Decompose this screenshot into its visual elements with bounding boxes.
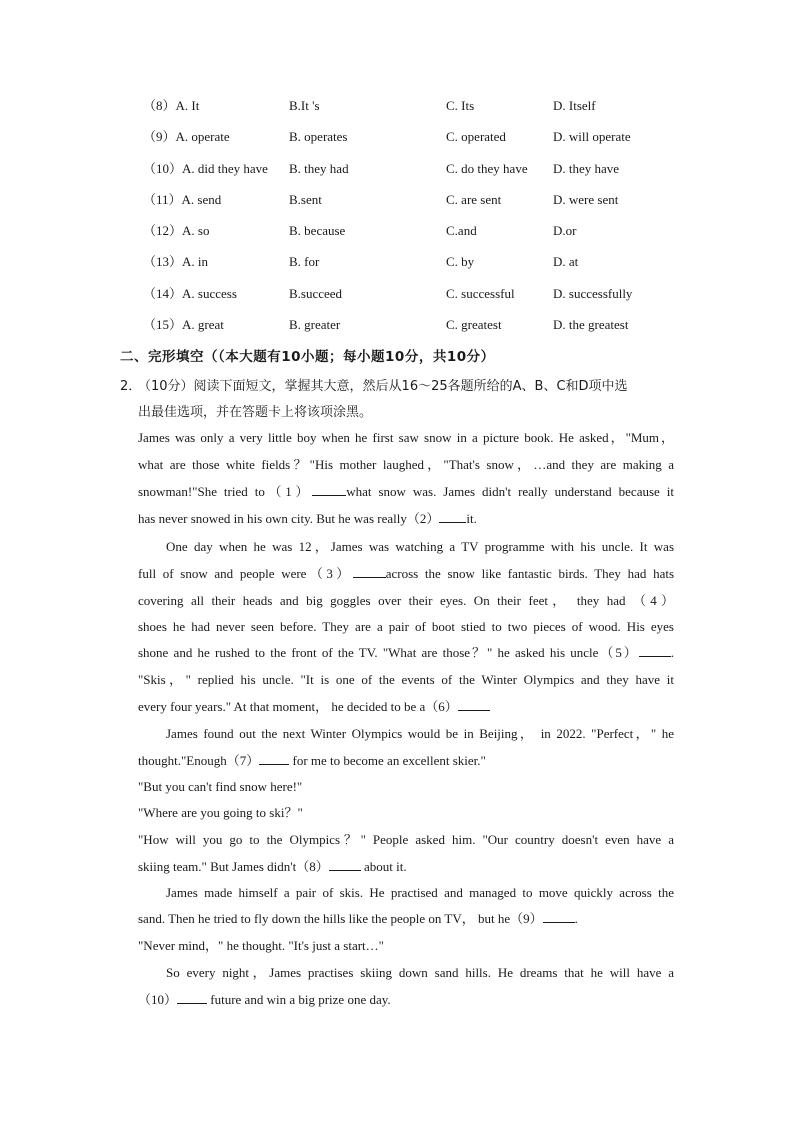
option-b: B.It 's <box>289 98 320 113</box>
option-a: （14）A. success <box>143 286 237 301</box>
passage-line <box>138 990 674 1010</box>
passage-line: shoes he had never seen before. They are a pair of boot stied to two pieces of wood. His eyes <box>138 619 674 634</box>
option-a: （15）A. great <box>143 317 224 332</box>
option-c: C.and <box>446 223 477 238</box>
passage-line: James found out the next Winter Olympics would be in Beijing， in 2022. "Perfect，" he <box>166 726 674 741</box>
option-d: D. were sent <box>553 192 619 207</box>
option-c: C. by <box>446 254 475 269</box>
text: . <box>574 911 578 926</box>
passage-line <box>138 643 674 663</box>
text: full of snow and people were（3） <box>138 566 353 581</box>
passage-line <box>138 909 674 929</box>
text: about it. <box>360 859 407 874</box>
option-d: D. at <box>553 254 579 269</box>
option-c: C. greatest <box>446 317 502 332</box>
option-a: （13）A. in <box>143 254 209 269</box>
option-row <box>0 190 794 210</box>
passage-line: what are those white fields？"His mother laughed，"That's snow，…and they are making a <box>138 457 674 472</box>
blank-3[interactable] <box>353 565 386 578</box>
passage-line: covering all their heads and big goggles over their eyes. On their feet， they had （4） <box>138 593 674 608</box>
passage-line: "Never mind，" he thought. "It's just a start…" <box>138 938 384 953</box>
instruction-line: 出最佳选项，并在答题卡上将该项涂黑。 <box>138 405 373 420</box>
option-a: （9）A. operate <box>143 129 230 144</box>
passage-line: "Where are you going to ski？" <box>138 805 303 820</box>
option-row <box>0 127 794 147</box>
option-row <box>0 96 794 116</box>
passage-line: One day when he was 12，James was watching a TV programme with his uncle. It was <box>166 539 674 554</box>
text: shone and he rushed to the front of the TV. "What are those？" he asked his uncle（5） <box>138 645 639 660</box>
passage-line: So every night，James practises skiing down sand hills. He dreams that he will have a <box>166 965 674 980</box>
passage-line <box>138 857 674 877</box>
blank-10[interactable] <box>177 991 207 1004</box>
option-c: C. Its <box>446 98 475 113</box>
option-c: C. do they have <box>446 161 528 176</box>
text: thought."Enough（7） <box>138 753 260 768</box>
option-a: （11）A. send <box>143 192 222 207</box>
passage-line: "But you can't find snow here!" <box>138 779 303 794</box>
text: has never snowed in his own city. But he was really（2） <box>138 511 440 526</box>
text: it. <box>466 511 477 526</box>
blank-2[interactable] <box>439 510 466 523</box>
option-d: D. they have <box>553 161 620 176</box>
text: every four years." At that moment， he decided to be a（6） <box>138 699 458 714</box>
question-number: 2． <box>120 379 142 394</box>
passage-line: James was only a very little boy when he first saw snow in a picture book. He asked，"Mum， <box>138 430 674 445</box>
option-row <box>0 221 794 241</box>
option-c: C. operated <box>446 129 506 144</box>
passage-line: James made himself a pair of skis. He practised and managed to move quickly across the <box>166 885 674 900</box>
text: skiing team." But James didn't（8） <box>138 859 329 874</box>
passage-line <box>138 509 674 529</box>
option-d: D.or <box>553 223 577 238</box>
passage-line: "Skis，" replied his uncle. "It is one of the events of the Winter Olympics and they have it <box>138 672 674 687</box>
question-instruction <box>120 374 680 426</box>
option-b: B. for <box>289 254 320 269</box>
option-a: （8）A. It <box>143 98 200 113</box>
text: （10） <box>138 992 178 1007</box>
blank-5[interactable] <box>639 644 671 657</box>
text: what snow was. James didn't really understand because it <box>346 484 674 499</box>
text: snowman!"She tried to（1） <box>138 484 313 499</box>
text: . <box>670 645 674 660</box>
text: for me to become an excellent skier." <box>289 753 486 768</box>
option-d: D. Itself <box>553 98 596 113</box>
passage-line <box>138 697 674 717</box>
option-a: （12）A. so <box>143 223 210 238</box>
option-b: B. greater <box>289 317 341 332</box>
section-title: 二、完形填空（（本大题有10小题；每小题10分，共10分） <box>120 349 495 365</box>
blank-1[interactable] <box>312 483 346 496</box>
option-d: D. will operate <box>553 129 631 144</box>
passage-line: "How will you go to the Olympics？" People asked him. "Our country doesn't even have a <box>138 832 674 847</box>
option-b: B. operates <box>289 129 348 144</box>
passage-line <box>138 482 674 502</box>
passage-line <box>138 564 674 584</box>
option-d: D. successfully <box>553 286 633 301</box>
option-b: B. because <box>289 223 346 238</box>
option-row <box>0 284 794 304</box>
option-row <box>0 252 794 272</box>
option-b: B. they had <box>289 161 349 176</box>
text: across the snow like fantastic birds. They had hats <box>385 566 675 581</box>
blank-6[interactable] <box>458 698 490 711</box>
text: sand. Then he tried to fly down the hills like the people on TV， but he（9） <box>138 911 543 926</box>
blank-7[interactable] <box>259 752 289 765</box>
option-d: D. the greatest <box>553 317 629 332</box>
option-row <box>0 315 794 335</box>
option-a: （10）A. did they have <box>143 161 268 176</box>
option-b: B.succeed <box>289 286 343 301</box>
text: future and win a big prize one day. <box>207 992 391 1007</box>
passage-line <box>138 751 674 771</box>
option-b: B.sent <box>289 192 322 207</box>
blank-9[interactable] <box>543 910 575 923</box>
blank-8[interactable] <box>329 858 361 871</box>
instruction-line: （10分）阅读下面短文，掌握其大意，然后从16～25各题所给的A、B、C和D项中选 <box>138 379 628 394</box>
option-c: C. are sent <box>446 192 502 207</box>
option-row <box>0 159 794 179</box>
option-c: C. successful <box>446 286 515 301</box>
